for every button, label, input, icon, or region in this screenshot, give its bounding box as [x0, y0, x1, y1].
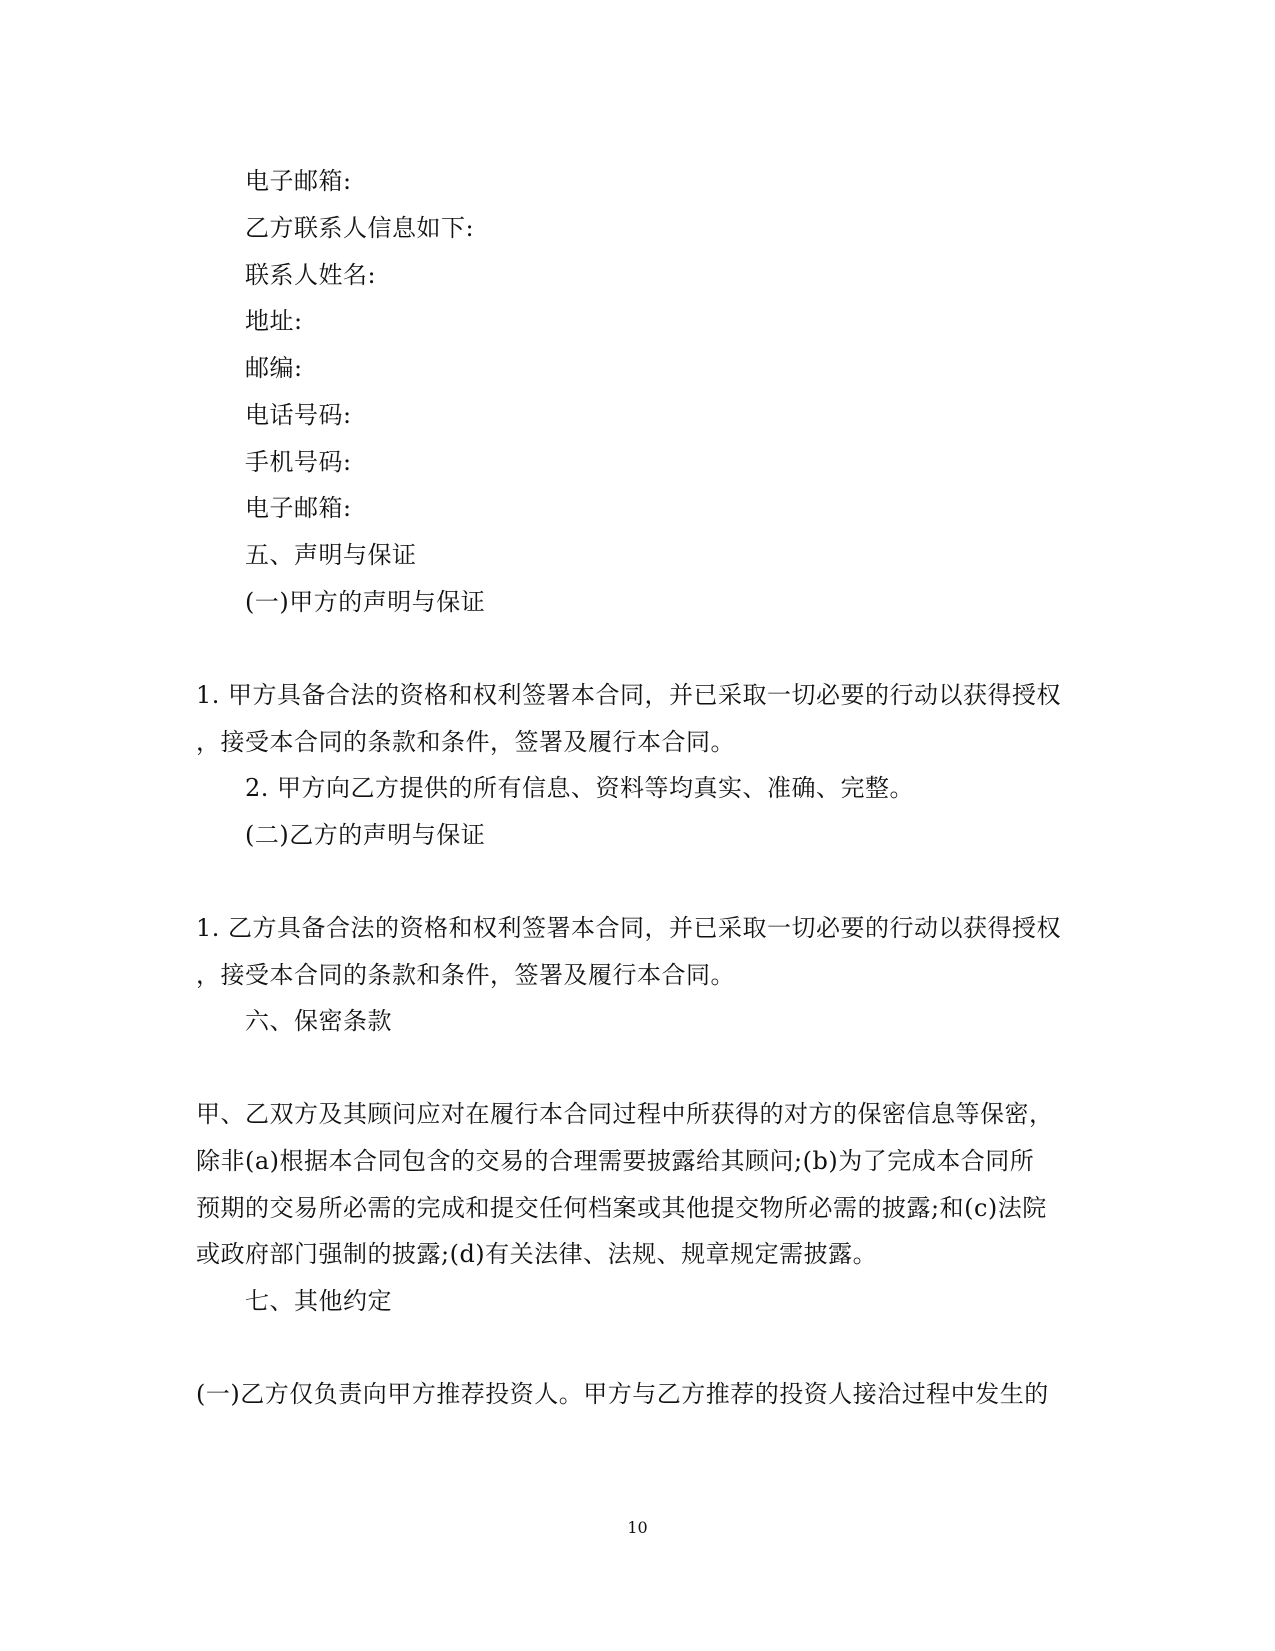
text-line: 手机号码:	[245, 448, 352, 476]
text-line: 地址:	[245, 307, 303, 335]
paragraph-line: ，接受本合同的条款和条件，签署及履行本合同。	[196, 961, 735, 989]
paragraph-line: 1. 乙方具备合法的资格和权利签署本合同，并已采取一切必要的行动以获得授权	[196, 914, 1062, 942]
subsection-heading: (二)乙方的声明与保证	[245, 821, 486, 849]
text-line: 邮编:	[245, 354, 303, 382]
paragraph-line: 2. 甲方向乙方提供的所有信息、资料等均真实、准确、完整。	[245, 774, 915, 802]
subsection-heading: (一)甲方的声明与保证	[245, 588, 486, 616]
page-number: 10	[627, 1518, 648, 1537]
section-heading: 五、声明与保证	[245, 541, 417, 569]
text-line: 联系人姓名:	[245, 261, 377, 289]
paragraph-line: 除非(a)根据本合同包含的交易的合理需要披露给其顾问;(b)为了完成本合同所	[196, 1147, 1035, 1175]
text-line: 乙方联系人信息如下:	[245, 214, 475, 242]
paragraph-line: (一)乙方仅负责向甲方推荐投资人。甲方与乙方推荐的投资人接洽过程中发生的	[196, 1380, 1049, 1408]
text-line: 电话号码:	[245, 401, 352, 429]
section-heading: 六、保密条款	[245, 1007, 392, 1035]
section-heading: 七、其他约定	[245, 1287, 392, 1315]
paragraph-line: 甲、乙双方及其顾问应对在履行本合同过程中所获得的对方的保密信息等保密，	[196, 1100, 1054, 1128]
paragraph-line: ，接受本合同的条款和条件，签署及履行本合同。	[196, 728, 735, 756]
paragraph-line: 1. 甲方具备合法的资格和权利签署本合同，并已采取一切必要的行动以获得授权	[196, 681, 1062, 709]
paragraph-line: 预期的交易所必需的完成和提交任何档案或其他提交物所必需的披露;和(c)法院	[196, 1194, 1047, 1222]
text-line: 电子邮箱:	[245, 167, 352, 195]
text-line: 电子邮箱:	[245, 494, 352, 522]
paragraph-line: 或政府部门强制的披露;(d)有关法律、法规、规章规定需披露。	[196, 1240, 878, 1268]
